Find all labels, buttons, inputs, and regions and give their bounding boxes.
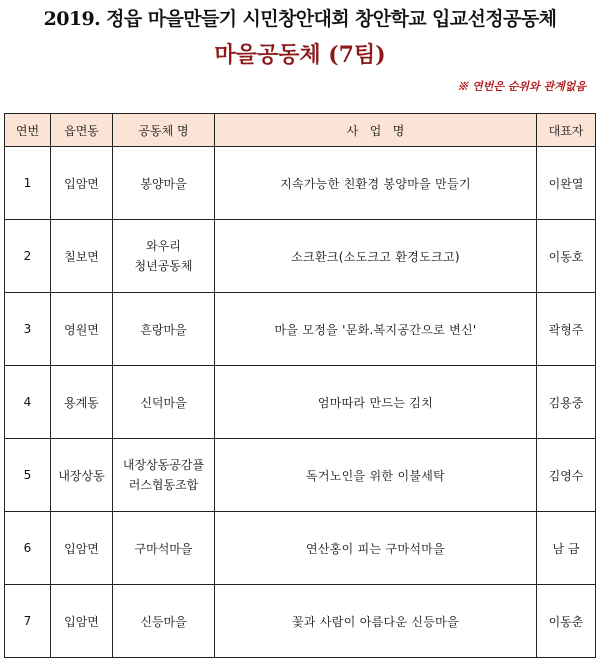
col-header-no: 연번 — [5, 114, 51, 147]
cell-project: 마을 모정을 '문화.복지공간으로 변신' — [215, 293, 537, 366]
cell-no: 4 — [5, 366, 51, 439]
page-subtitle: 마을공동체 (7팀) — [214, 42, 386, 68]
cell-community — [113, 439, 215, 512]
cell-community-line1: 와우리 — [146, 239, 181, 253]
cell-district: 입암면 — [51, 147, 113, 220]
cell-no: 5 — [5, 439, 51, 512]
ordering-note: ※ 연번은 순위와 관계없음 — [457, 80, 586, 93]
table-row — [5, 293, 596, 366]
col-header-community: 공동체 명 — [113, 114, 215, 147]
table-row — [5, 220, 596, 293]
cell-leader: 이동춘 — [537, 585, 596, 658]
table-row — [5, 439, 596, 512]
cell-leader: 곽형주 — [537, 293, 596, 366]
cell-no: 2 — [5, 220, 51, 293]
col-header-leader: 대표자 — [537, 114, 596, 147]
cell-leader: 김영수 — [537, 439, 596, 512]
table-row — [5, 585, 596, 658]
cell-no: 3 — [5, 293, 51, 366]
table-header-row — [5, 114, 596, 147]
cell-community: 흔랑마을 — [113, 293, 215, 366]
cell-district: 칠보면 — [51, 220, 113, 293]
cell-district: 용계동 — [51, 366, 113, 439]
page-title: 2019. 정읍 마을만들기 시민창안대회 창안학교 입교선정공동체 — [43, 8, 557, 30]
cell-leader: 남 금 — [537, 512, 596, 585]
cell-community-line1: 내장상동공감플 — [122, 458, 205, 472]
cell-district: 내장상동 — [51, 439, 113, 512]
cell-project: 꽃과 사람이 아름다운 신등마을 — [215, 585, 537, 658]
cell-project: 엄마따라 만드는 김치 — [215, 366, 537, 439]
cell-district: 영원면 — [51, 293, 113, 366]
col-header-project: 사 업 명 — [215, 114, 537, 147]
cell-leader: 이완열 — [537, 147, 596, 220]
cell-community-line2: 청년공동체 — [134, 259, 193, 273]
cell-project: 소크환크(소도크고 환경도크고) — [215, 220, 537, 293]
cell-project: 연산홍이 피는 구마석마을 — [215, 512, 537, 585]
cell-community — [113, 220, 215, 293]
cell-no: 6 — [5, 512, 51, 585]
cell-project: 독거노인을 위한 이불세탁 — [215, 439, 537, 512]
cell-district: 입암면 — [51, 585, 113, 658]
cell-community: 구마석마을 — [113, 512, 215, 585]
table-row — [5, 366, 596, 439]
selection-table — [4, 113, 596, 658]
cell-community-line2: 러스협동조합 — [128, 478, 199, 492]
cell-leader: 이동호 — [537, 220, 596, 293]
cell-leader: 김용중 — [537, 366, 596, 439]
cell-district: 입암면 — [51, 512, 113, 585]
cell-community: 봉양마을 — [113, 147, 215, 220]
table-row — [5, 147, 596, 220]
cell-community: 신덕마을 — [113, 366, 215, 439]
cell-community: 신등마을 — [113, 585, 215, 658]
cell-no: 7 — [5, 585, 51, 658]
col-header-district: 읍면동 — [51, 114, 113, 147]
cell-no: 1 — [5, 147, 51, 220]
cell-project: 지속가능한 친환경 봉양마을 만들기 — [215, 147, 537, 220]
table-row — [5, 512, 596, 585]
